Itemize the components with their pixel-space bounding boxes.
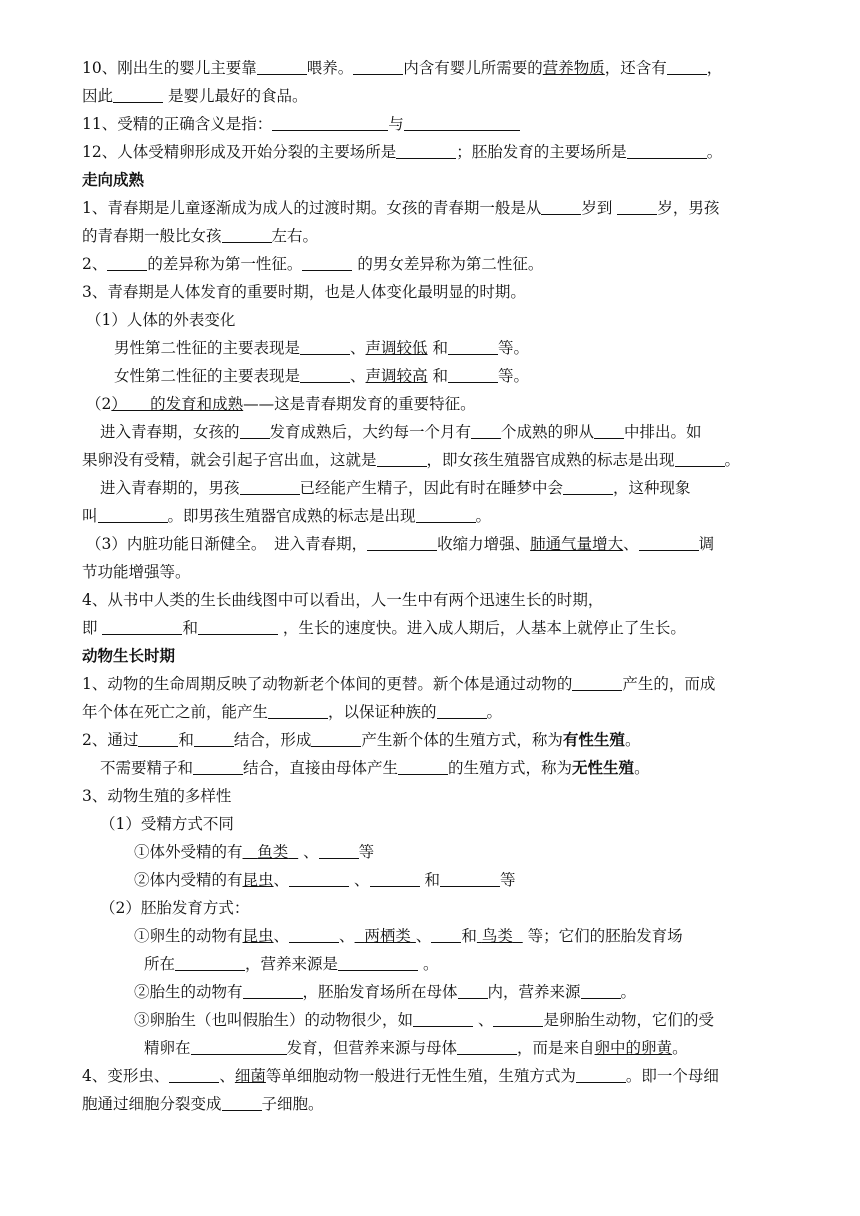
answer-blank[interactable]: [175, 954, 245, 971]
answer-blank[interactable]: [222, 1094, 262, 1111]
answer-blank[interactable]: [396, 142, 456, 159]
answer-blank[interactable]: [257, 58, 307, 75]
answer-blank[interactable]: [338, 954, 418, 971]
internal-fertilization-line: ②体内受精的有昆虫、 、 和 等: [134, 871, 516, 889]
answer-blank[interactable]: [353, 58, 403, 75]
maturity-q3-line: 3、青春期是人体发育的重要时期，也是人体变化最明显的时期。: [82, 283, 526, 301]
male-maturity-line2: 叫 。即男孩生殖器官成熟的标志是出现 。: [82, 507, 492, 525]
subheading-appearance: （1）人体的外表变化: [86, 311, 236, 329]
organ-function-line1: （3）内脏功能日渐健全。 进入青春期， 收缩力增强、肺通气量增大、 调: [86, 535, 715, 553]
oviparous-line1: ①卵生的动物有昆虫、 、 两栖类 、 和 鸟类 等；它们的胚胎发育场: [134, 927, 683, 945]
answer-blank[interactable]: [367, 534, 437, 551]
organ-function-line2: 节功能增强等。: [82, 563, 191, 581]
answer-blank[interactable]: [581, 982, 621, 999]
answer-blank[interactable]: [300, 366, 350, 383]
animal-q3-line: 3、动物生殖的多样性: [82, 787, 232, 805]
answer-blank[interactable]: [413, 1010, 473, 1027]
filled-answer: 声调较低: [365, 339, 428, 357]
answer-blank[interactable]: [541, 198, 581, 215]
animal-q4-line1: 4、变形虫、 、细菌等单细胞动物一般进行无性生殖，生殖方式为 。即一个母细: [82, 1067, 719, 1085]
answer-blank[interactable]: [416, 506, 476, 523]
term-sexual-reproduction: 有性生殖: [562, 731, 625, 749]
answer-blank[interactable]: [448, 338, 498, 355]
filled-answer: 鸟类: [481, 927, 513, 945]
answer-blank[interactable]: [107, 254, 147, 271]
answer-blank[interactable]: [370, 870, 420, 887]
filled-answer: 鱼类: [257, 843, 289, 861]
answer-blank[interactable]: [398, 758, 448, 775]
answer-blank[interactable]: [289, 926, 339, 943]
answer-blank[interactable]: [272, 114, 388, 131]
answer-blank[interactable]: [194, 730, 234, 747]
answer-blank[interactable]: [471, 422, 501, 439]
answer-blank[interactable]: [169, 1066, 219, 1083]
external-fertilization-line: ①体外受精的有 鱼类 、 等: [134, 843, 375, 861]
answer-blank[interactable]: [457, 1038, 517, 1055]
answer-blank[interactable]: [404, 114, 520, 131]
answer-blank[interactable]: [493, 1010, 543, 1027]
q12-line: 12、人体受精卵形成及开始分裂的主要场所是 ；胚胎发育的主要场所是 。: [82, 143, 723, 161]
male-maturity-line1: 进入青春期的，男孩 已经能产生精子，因此有时在睡梦中会 ，这种现象: [100, 479, 691, 497]
answer-blank[interactable]: [458, 982, 488, 999]
answer-blank[interactable]: [675, 450, 725, 467]
q11-line: 11、受精的正确含义是指： 与: [82, 110, 782, 138]
answer-blank[interactable]: [191, 1038, 287, 1055]
answer-blank[interactable]: [222, 226, 272, 243]
maturity-q1-line2: 的青春期一般比女孩 左右。: [82, 227, 319, 245]
answer-blank[interactable]: [576, 1066, 626, 1083]
filled-answer: 昆虫: [242, 927, 274, 945]
section-heading-maturity: 走向成熟: [82, 171, 145, 189]
answer-blank[interactable]: [377, 450, 427, 467]
answer-blank[interactable]: [113, 86, 163, 103]
male-traits-line: 男性第二性征的主要表现是 、声调较低 和 等。: [114, 339, 530, 357]
filled-answer: 营养物质: [542, 59, 605, 77]
q10-line2: 因此 是婴儿最好的食品。: [82, 87, 308, 105]
animal-q4-line2: 胞通过细胞分裂变成 子细胞。: [82, 1095, 324, 1113]
ovoviviparous-line2: 精卵在 发育，但营养来源与母体 ，而是来自卵中的卵黄。: [144, 1039, 688, 1057]
filled-answer: ） 的发育和成熟: [111, 395, 244, 413]
subheading-reproductive: （2） 的发育和成熟——这是青春期发育的重要特征。: [86, 395, 476, 413]
answer-blank[interactable]: [639, 534, 699, 551]
subheading-embryo: （2）胚胎发育方式：: [100, 899, 250, 917]
answer-blank[interactable]: [240, 478, 300, 495]
answer-blank[interactable]: [563, 478, 613, 495]
filled-answer: 两栖类: [364, 927, 411, 945]
subheading-fertilization: （1）受精方式不同: [100, 815, 234, 833]
maturity-q1-line1: 1、青春期是儿童逐渐成为成人的过渡时期。女孩的青春期一般是从 岁到 岁，男孩: [82, 199, 720, 217]
female-maturity-line2: 果卵没有受精，就会引起子宫出血，这就是 ，即女孩生殖器官成熟的标志是出现 。: [82, 451, 741, 469]
filled-answer: 卵中的卵黄: [594, 1039, 673, 1057]
answer-blank[interactable]: [667, 58, 707, 75]
answer-blank[interactable]: [311, 730, 361, 747]
answer-blank[interactable]: [289, 870, 349, 887]
answer-blank[interactable]: [448, 366, 498, 383]
term-asexual-reproduction: 无性生殖: [572, 759, 635, 777]
animal-q1-line1: 1、动物的生命周期反映了动物新老个体间的更替。新个体是通过动物的 产生的，而成: [82, 675, 716, 693]
ovoviviparous-line1: ③卵胎生（也叫假胎生）的动物很少，如 、 是卵胎生动物，它们的受: [134, 1011, 714, 1029]
answer-blank[interactable]: [627, 142, 707, 159]
answer-blank[interactable]: [193, 758, 243, 775]
answer-blank[interactable]: [98, 506, 168, 523]
answer-blank[interactable]: [240, 422, 270, 439]
answer-blank[interactable]: [102, 618, 182, 635]
answer-blank[interactable]: [302, 254, 352, 271]
viviparous-line: ②胎生的动物有 ，胚胎发育场所在母体 内，营养来源 。: [134, 983, 637, 1001]
maturity-q2-line: 2、 的差异称为第一性征。 的男女差异称为第二性征。: [82, 255, 544, 273]
answer-blank[interactable]: [268, 702, 328, 719]
animal-q1-line2: 年个体在死亡之前，能产生 ，以保证种族的 。: [82, 703, 503, 721]
answer-blank[interactable]: [243, 982, 303, 999]
filled-answer: 肺通气量增大: [530, 535, 624, 553]
answer-blank[interactable]: [594, 422, 624, 439]
q10-line1: 10、刚出生的婴儿主要靠 喂养。 内含有婴儿所需要的营养物质，还含有 ，: [82, 59, 723, 77]
answer-blank[interactable]: [440, 870, 500, 887]
section-heading-animals: 动物生长时期: [82, 647, 176, 665]
maturity-q4-line1: 4、从书中人类的生长曲线图中可以看出，人一生中有两个迅速生长的时期，: [82, 591, 604, 609]
animal-q2-line1: 2、通过 和 结合，形成 产生新个体的生殖方式，称为有性生殖。: [82, 731, 641, 749]
female-traits-line: 女性第二性征的主要表现是 、声调较高 和 等。: [114, 367, 530, 385]
answer-blank[interactable]: [198, 618, 278, 635]
answer-blank[interactable]: [319, 842, 359, 859]
answer-blank[interactable]: [431, 926, 461, 943]
female-maturity-line1: 进入青春期，女孩的 发育成熟后，大约每一个月有 个成熟的卵从 中排出。如: [100, 423, 702, 441]
answer-blank[interactable]: [138, 730, 178, 747]
animal-q2-line2: 不需要精子和 结合，直接由母体产生 的生殖方式，称为无性生殖。: [100, 759, 650, 777]
answer-blank[interactable]: [300, 338, 350, 355]
filled-answer: 声调较高: [365, 367, 428, 385]
answer-blank[interactable]: [572, 674, 622, 691]
worksheet: [82, 54, 782, 1118]
answer-blank[interactable]: [617, 198, 657, 215]
filled-answer: 细菌: [234, 1067, 266, 1085]
answer-blank[interactable]: [437, 702, 487, 719]
oviparous-line2: 所在 ，营养来源是 。: [144, 955, 439, 973]
maturity-q4-line2: 即 和 ，生长的速度快。进入成人期后，人基本上就停止了生长。: [82, 619, 686, 637]
filled-answer: 昆虫: [242, 871, 274, 889]
